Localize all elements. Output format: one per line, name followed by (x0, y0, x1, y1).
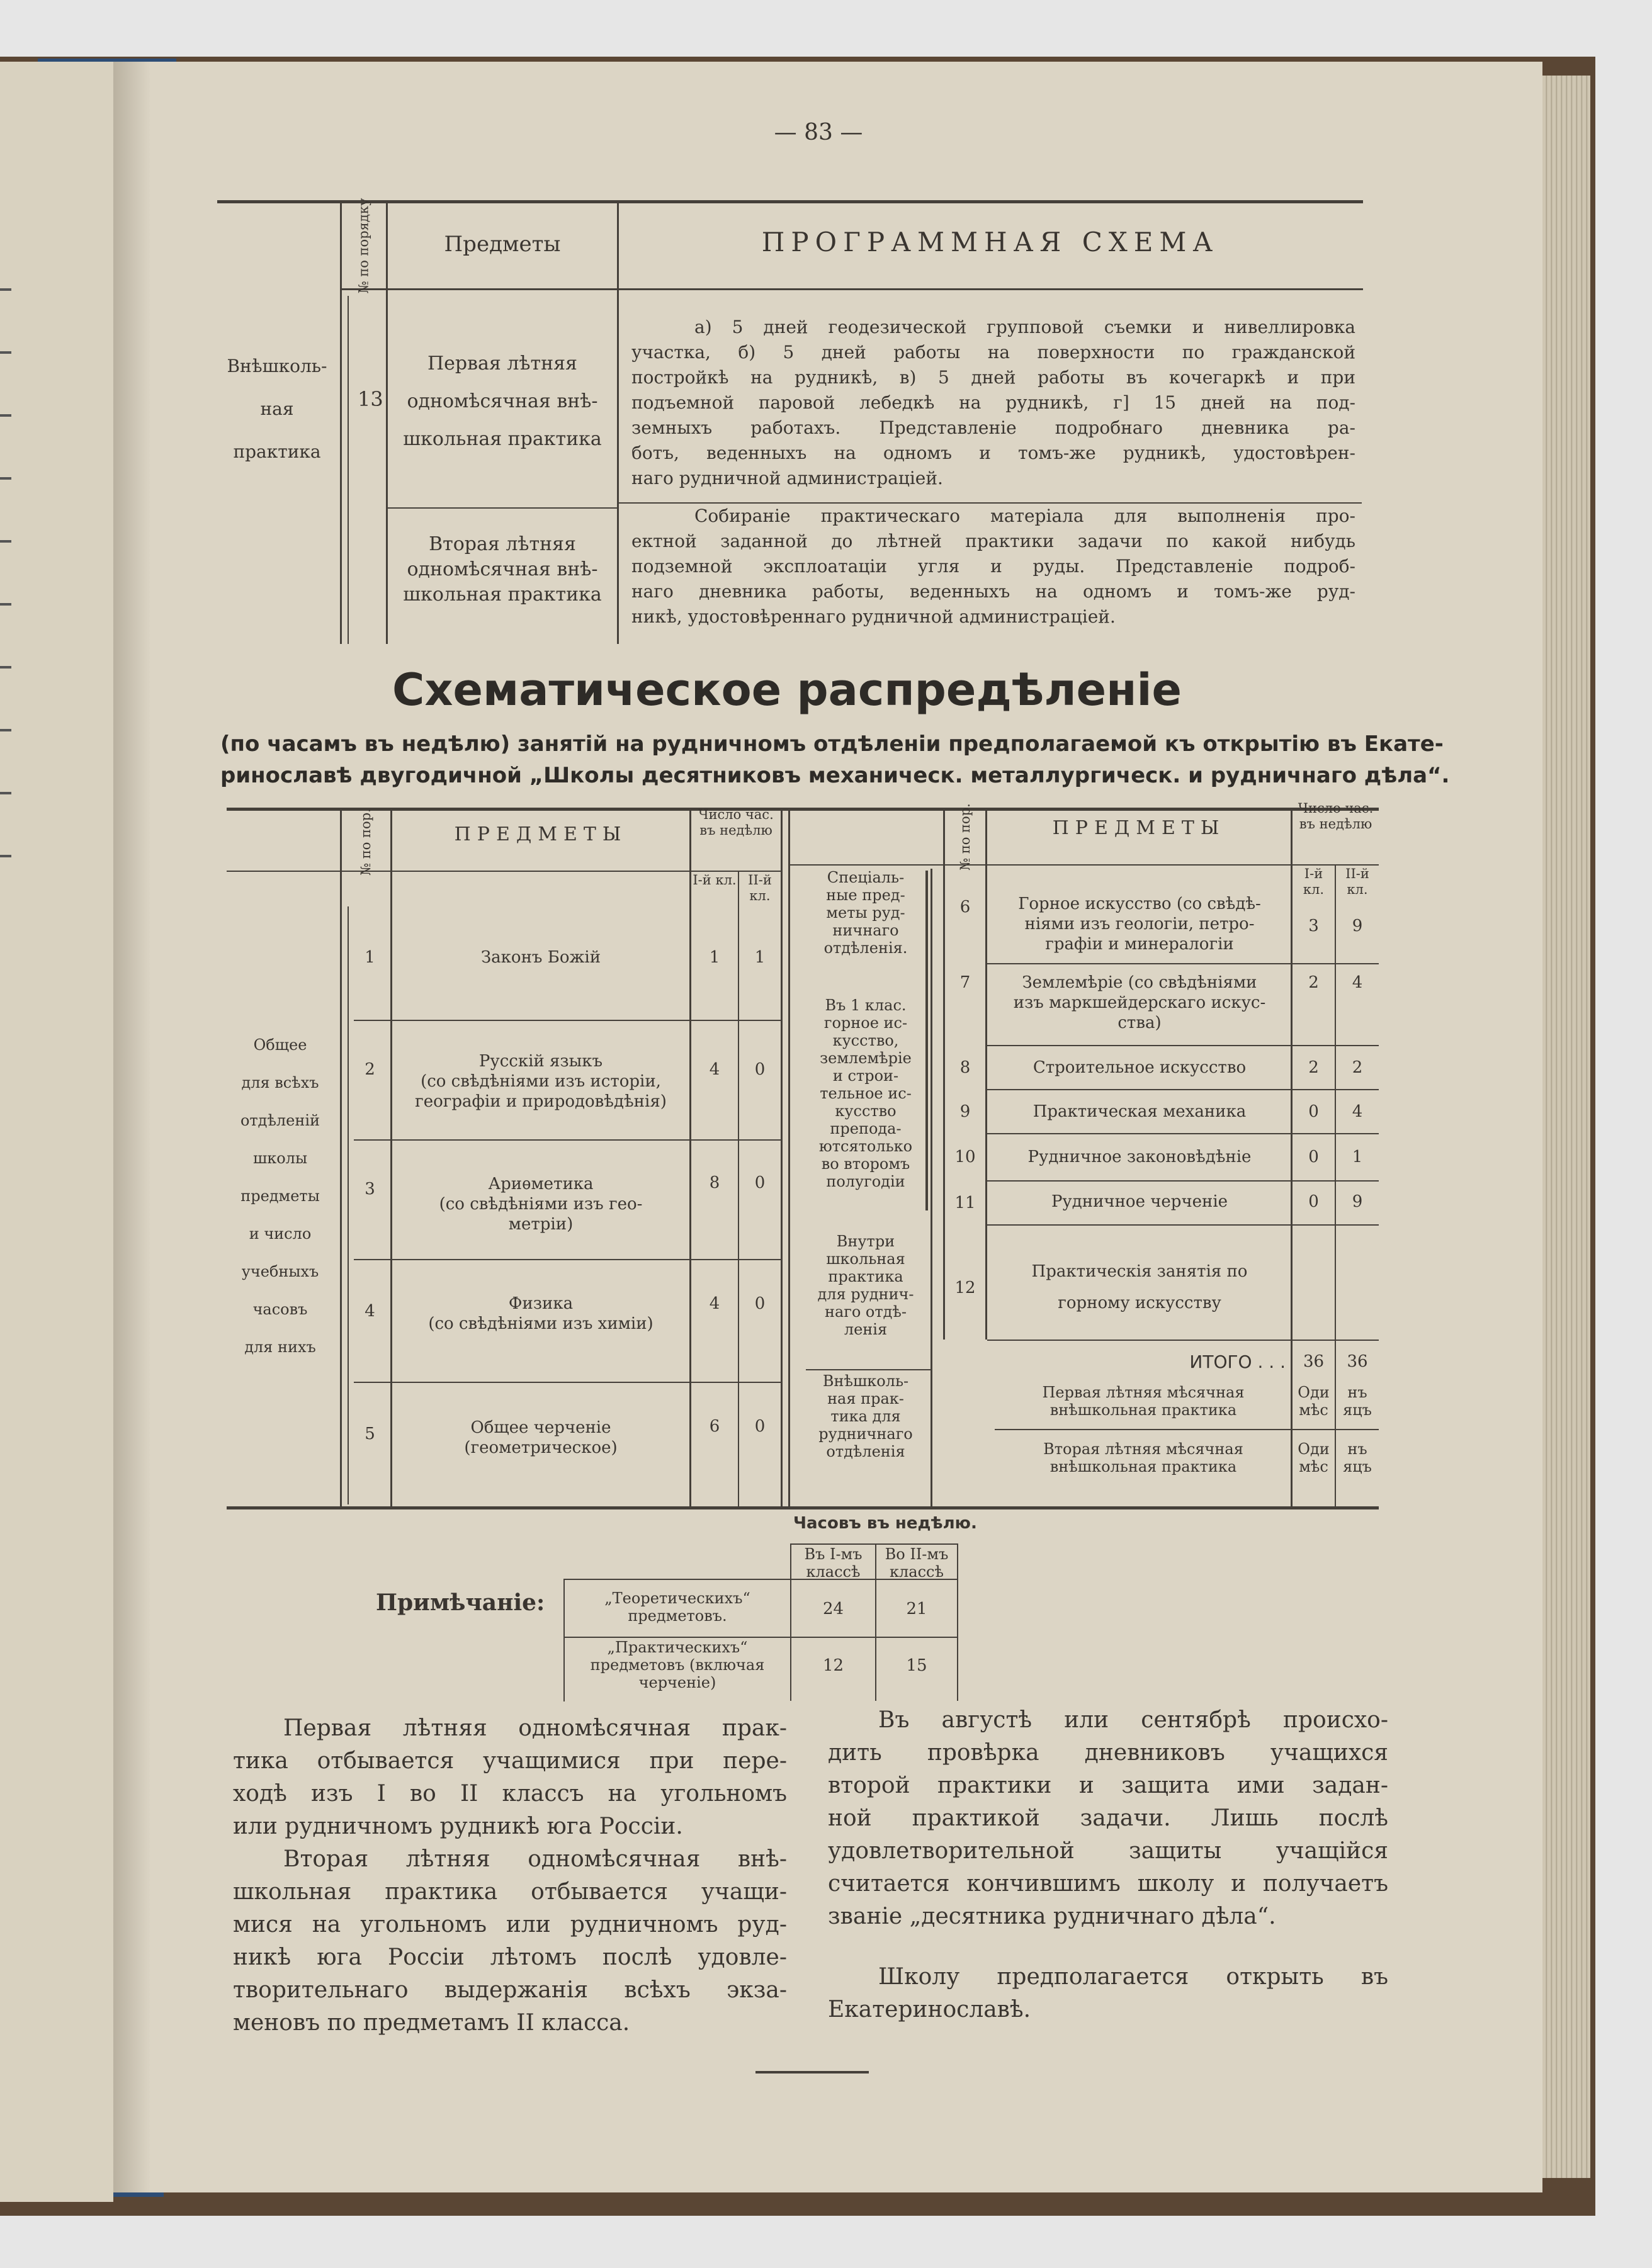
dist-right-group-3: Внутри школьная практика для руднич- наго отдѣ- ленія (817, 1233, 914, 1338)
note-col1: Въ I-мъ классѣ (804, 1545, 863, 1581)
right-row-c1: 2 (1308, 1058, 1319, 1077)
left-row-c2: 0 (754, 1060, 766, 1079)
right-row-c1: 3 (1308, 917, 1319, 935)
left-row-c2: 0 (754, 1173, 766, 1192)
program-section-label: Внѣшколь- ная практика (227, 356, 327, 462)
distribution-title: Схематическое распредѣленіе (392, 664, 1182, 716)
total-c1: 36 (1303, 1352, 1325, 1371)
right-row-name: Горное искусство (со свѣдѣ- ніями изъ геологіи, петро- графіи и минералогіи (1018, 894, 1261, 954)
right-row-num: 11 (954, 1193, 976, 1212)
left-row-num: 3 (365, 1180, 375, 1199)
left-row-c1: 8 (709, 1173, 720, 1192)
end-rule (755, 2071, 869, 2073)
dist-header-hours-left: Число час. въ недѣлю (698, 807, 774, 838)
program-row-num: 13 (358, 387, 383, 411)
left-row-num: 5 (365, 1425, 375, 1443)
distribution-subtitle-2: ринославѣ двугодичной „Школы десятниковъ механическ. металлургическ. и рудничнаго дѣла“. (220, 763, 1450, 788)
left-row-name: Законъ Божій (480, 948, 601, 967)
note-row-name: „Теоретическихъ“ предметовъ. (604, 1589, 750, 1625)
note-row-v2: 21 (906, 1599, 927, 1618)
dist-right-group-4: Внѣшколь- ная прак- тика для рудничнаго отдѣленія (818, 1372, 913, 1460)
dist-header-subjects-right: ПРЕДМЕТЫ (1052, 817, 1226, 839)
left-row-num: 1 (365, 948, 375, 967)
right-row-c2: 9 (1352, 1192, 1363, 1211)
left-row-c2: 1 (754, 948, 766, 967)
program-header-num: № по порядку (356, 198, 371, 293)
right-row-name: Практическая механика (1032, 1102, 1247, 1121)
right-row-name: Рудничное черченіе (1051, 1192, 1228, 1211)
right-row-c2: 1 (1352, 1148, 1363, 1166)
right-row-c1: 0 (1308, 1102, 1319, 1121)
right-row-num: 7 (959, 973, 971, 992)
right-row-name: Практическія занятія по горному искусству (1031, 1262, 1248, 1312)
left-row-name: Русскій языкъ (со свѣдѣніями изъ исторіи, географіи и природовѣдѣнія) (415, 1052, 667, 1111)
program-header-scheme: ПРОГРАММНАЯ СХЕМА (761, 227, 1219, 257)
left-row-num: 2 (365, 1060, 375, 1079)
right-row-c2: 4 (1352, 1102, 1363, 1121)
second-practice-name: Вторая лѣтняя одномѣсячная внѣ- школьная практика (403, 533, 602, 606)
dist-header-class2-right: II-й кл. (1345, 866, 1369, 897)
right-row-num: 6 (959, 898, 971, 917)
dist-header-class1-right: I-й кл. (1303, 866, 1325, 897)
note-caption: Часовъ въ недѣлю. (793, 1514, 977, 1533)
left-row-c1: 4 (709, 1060, 720, 1079)
right-row-c2: 2 (1352, 1058, 1363, 1077)
note-col2: Во II-мъ классѣ (885, 1545, 949, 1581)
dist-right-group-1: Спеціаль- ные пред- меты руд- ничнаго отдѣленія. (823, 869, 908, 957)
dist-header-num-left: № по пор. (358, 808, 373, 876)
right-row-c1: 0 (1308, 1148, 1319, 1166)
note-row-v1: 12 (822, 1656, 844, 1675)
left-row-name: Физика (со свѣдѣніями изъ химіи) (428, 1294, 653, 1333)
note-row-name: „Практическихъ“ предметовъ (включая черченіе) (590, 1639, 765, 1691)
second-practice-text: Собираніе практическаго матеріала для выполненія про- ектной заданной до лѣтней практики задачи по какой нибудь подземной эксплоатаціи угля и руды. Представленіе подроб- наго дневника работы, веденныхъ на одномъ и томъ-же руд- никѣ, удостовѣреннаго рудничной администраціей. (631, 505, 1355, 627)
left-page-edge (0, 62, 113, 2202)
left-row-c1: 1 (709, 948, 720, 967)
total-c2: 36 (1347, 1352, 1368, 1371)
practice-row-c2: нъ яцъ (1343, 1440, 1372, 1475)
left-row-c1: 6 (709, 1417, 720, 1436)
right-row-num: 9 (959, 1102, 971, 1121)
dist-right-group-2: Въ 1 клас. горное ис- кусство, землемѣріе и строи- тельное ис- кусство препода- ютсятолько во второмъ полугодіи (818, 996, 913, 1190)
right-row-c2: 4 (1352, 973, 1363, 992)
first-practice-name: Первая лѣтняя одномѣсячная внѣ- школьная практика (403, 353, 602, 450)
practice-row-c2: нъ яцъ (1343, 1384, 1372, 1419)
program-header-subjects: Предметы (444, 232, 561, 257)
total-label: ИТОГО . . . (1189, 1351, 1286, 1372)
practice-row-c1: Оди мѣс (1298, 1440, 1330, 1475)
practice-row-name: Первая лѣтняя мѣсячная внѣшкольная практика (1042, 1384, 1245, 1419)
dist-left-group-label: Общее для всѣхъ отдѣленій школы предметы и число учебныхъ часовъ для нихъ (240, 1036, 320, 1356)
dist-header-class2-left: II-й кл. (748, 872, 772, 903)
text-right: Въ августѣ или сентябрѣ происхо- дить провѣрка дневниковъ учащихся второй практики и защита ими задан- ной практикой задачи. Лишь послѣ удовлетворительной защиты учащійся считается кончившимъ школу и получаетъ званіе „десятника рудничнаго дѣла“. Школу предполагается открыть въ Екатеринославѣ. (828, 1707, 1388, 2023)
left-row-name: Общее черченіе (геометрическое) (464, 1418, 618, 1457)
left-row-c2: 0 (754, 1294, 766, 1313)
right-row-num: 10 (954, 1148, 976, 1166)
right-row-c1: 2 (1308, 973, 1319, 992)
left-row-name: Ариѳметика (со свѣдѣніями изъ гео- метріи) (439, 1175, 643, 1234)
dist-header-subjects-left: ПРЕДМЕТЫ (454, 823, 628, 845)
first-practice-text: а) 5 дней геодезической групповой съемки и нивеллировка участка, б) 5 дней работы на поверхности по гражданской постройкѣ на рудникѣ, в) 5 дней работы въ кочегаркѣ и при подъемной паровой лебедкѣ на рудникѣ, г] 15 дней на под- земныхъ работахъ. Представленіе подробнаго дневника ра- ботъ, веденныхъ на одномъ и томъ-же рудникѣ, удостовѣрен- наго рудничной администраціей. (631, 317, 1355, 488)
page-number: — 83 — (774, 120, 863, 145)
page-fore-edge (1542, 76, 1590, 2178)
note-row-v1: 24 (822, 1599, 844, 1618)
dist-header-class1-left: I-й кл. (693, 872, 737, 888)
right-row-name: Землемѣріе (со свѣдѣніями изъ маркшейдерскаго искус- ства) (1013, 973, 1266, 1032)
left-row-c1: 4 (709, 1294, 720, 1313)
distribution-subtitle-1: (по часамъ въ недѣлю) занятій на рудничномъ отдѣленіи предполагаемой къ открытію въ Екате- (220, 731, 1444, 757)
right-row-name: Строительное искусство (1032, 1058, 1247, 1077)
practice-row-name: Вторая лѣтняя мѣсячная внѣшкольная практика (1043, 1440, 1243, 1475)
dist-header-hours-right: Число час. въ недѣлю (1298, 801, 1374, 832)
right-row-c1: 0 (1308, 1192, 1319, 1211)
page-gutter (113, 62, 151, 2192)
left-row-c2: 0 (754, 1417, 766, 1436)
text-left: Первая лѣтняя одномѣсячная прак- тика отбывается учащимися при пере- ходѣ изъ I во II классъ на угольномъ или рудничномъ рудникѣ юга Россіи. Вторая лѣтняя одномѣсячная внѣ- школьная практика отбывается учащи- мися на угольномъ или рудничномъ руд- никѣ юга Россіи лѣтомъ послѣ удовле- творительнаго выдержанія всѣхъ экза- меновъ по предметамъ II класса. (233, 1715, 787, 2036)
right-row-num: 8 (959, 1058, 971, 1077)
note-row-v2: 15 (906, 1656, 927, 1675)
right-row-num: 12 (954, 1278, 976, 1297)
dist-header-num-right: № по пор. (957, 803, 973, 871)
note-label: Примѣчаніе: (376, 1589, 545, 1616)
right-row-name: Рудничное законовѣдѣніе (1027, 1148, 1252, 1166)
left-row-num: 4 (365, 1302, 375, 1321)
right-row-c2: 9 (1352, 917, 1363, 935)
practice-row-c1: Оди мѣс (1298, 1384, 1330, 1419)
